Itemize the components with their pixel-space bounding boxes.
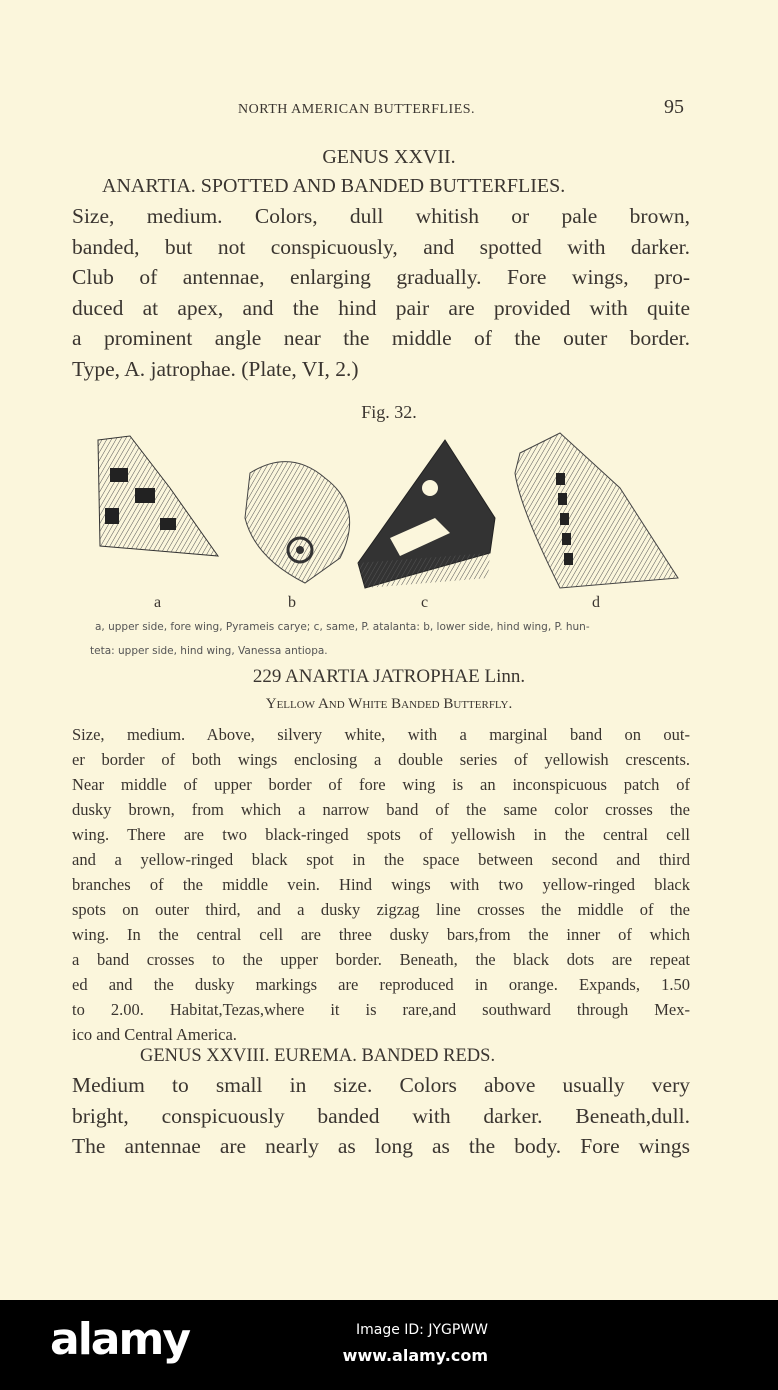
wing-b [245,462,350,583]
genus-title: GENUS XXVII. [322,146,456,168]
genus2-title: GENUS XXVIII. EUREMA. BANDED REDS. [140,1046,496,1066]
watermark-bar [0,1300,778,1390]
text-line: dusky brown, from which a narrow band of the same color crosses the [72,800,690,819]
text-line: branches of the middle vein. Hind wings with two yellow-ringed black [72,875,690,894]
butterfly-wings-figure [90,428,690,598]
text-line: a band crosses to the upper border. Beneath, the black dots are repeat [72,950,690,969]
text-line: Club of antennae, enlarging gradually. Fore wings, pro- [72,265,690,289]
text-line: Size, medium. Above, silvery white, with a marginal band on out- [72,725,690,744]
genus-name: ANARTIA. SPOTTED AND BANDED BUTTERFLIES. [102,175,566,197]
text-line: a prominent angle near the middle of the outer border. [72,326,690,350]
wing-d [515,433,678,588]
text-line: Type, A. jatrophae. (Plate, VI, 2.) [72,356,359,381]
text-line: Near middle of upper border of fore wing is an inconspicuous patch of [72,775,690,794]
text-line: banded, but not conspicuously, and spotted with darker. [72,234,690,259]
text-line: Medium to small in size. Colors above usually very [72,1073,690,1097]
figure-label: Fig. 32. [361,402,417,422]
text-line: spots on outer third, and a dusky zigzag line crosses the middle of the [72,900,690,919]
panel-label-d: d [592,594,600,611]
species-heading: 229 ANARTIA JATROPHAE Linn. [252,666,526,687]
text-line: duced at apex, and the hind pair are provided with quite [72,295,690,320]
text-line: ico and Central America. [72,1025,237,1044]
alamy-url: www.alamy.com [342,1346,488,1365]
figure-caption-line: teta: upper side, hind wing, Vanessa antiopa. [90,645,328,657]
image-id: Image ID: JYGPWW [355,1322,488,1338]
panel-label-a: a [154,594,162,611]
text-line: wing. There are two black-ringed spots of yellowish in the central cell [72,825,690,844]
figure-caption-line: a, upper side, fore wing, Pyrameis carye; c, same, P. atalanta: b, lower side, hind wing, P. hun- [95,621,590,633]
text-line: wing. In the central cell are three dusky bars,from the inner of which [72,925,690,944]
text-line: er border of both wings enclosing a double series of yellowish crescents. [72,750,690,769]
alamy-logo: alamy [50,1314,189,1365]
text-line: ed and the dusky markings are reproduced in orange. Expands, 1.50 [72,975,690,994]
wing-c [358,440,495,588]
wing-a [98,436,218,556]
text-line: The antennae are nearly as long as the body. Fore wings [72,1134,690,1158]
text-line: Size, medium. Colors, dull whitish or pale brown, [72,204,690,228]
text-line: bright, conspicuously banded with darker. Beneath,dull. [72,1103,690,1128]
running-title: NORTH AMERICAN BUTTERFLIES. [238,102,476,117]
panel-label-c: c [421,594,429,611]
text-line: and a yellow-ringed black spot in the space between second and third [72,850,690,869]
text-line: to 2.00. Habitat,Tezas,where it is rare,and southward through Mex- [72,1000,690,1019]
page-number: 95 [664,96,684,118]
species-common-name: Yellow And White Banded Butterfly. [265,696,513,712]
panel-label-b: b [288,594,296,611]
